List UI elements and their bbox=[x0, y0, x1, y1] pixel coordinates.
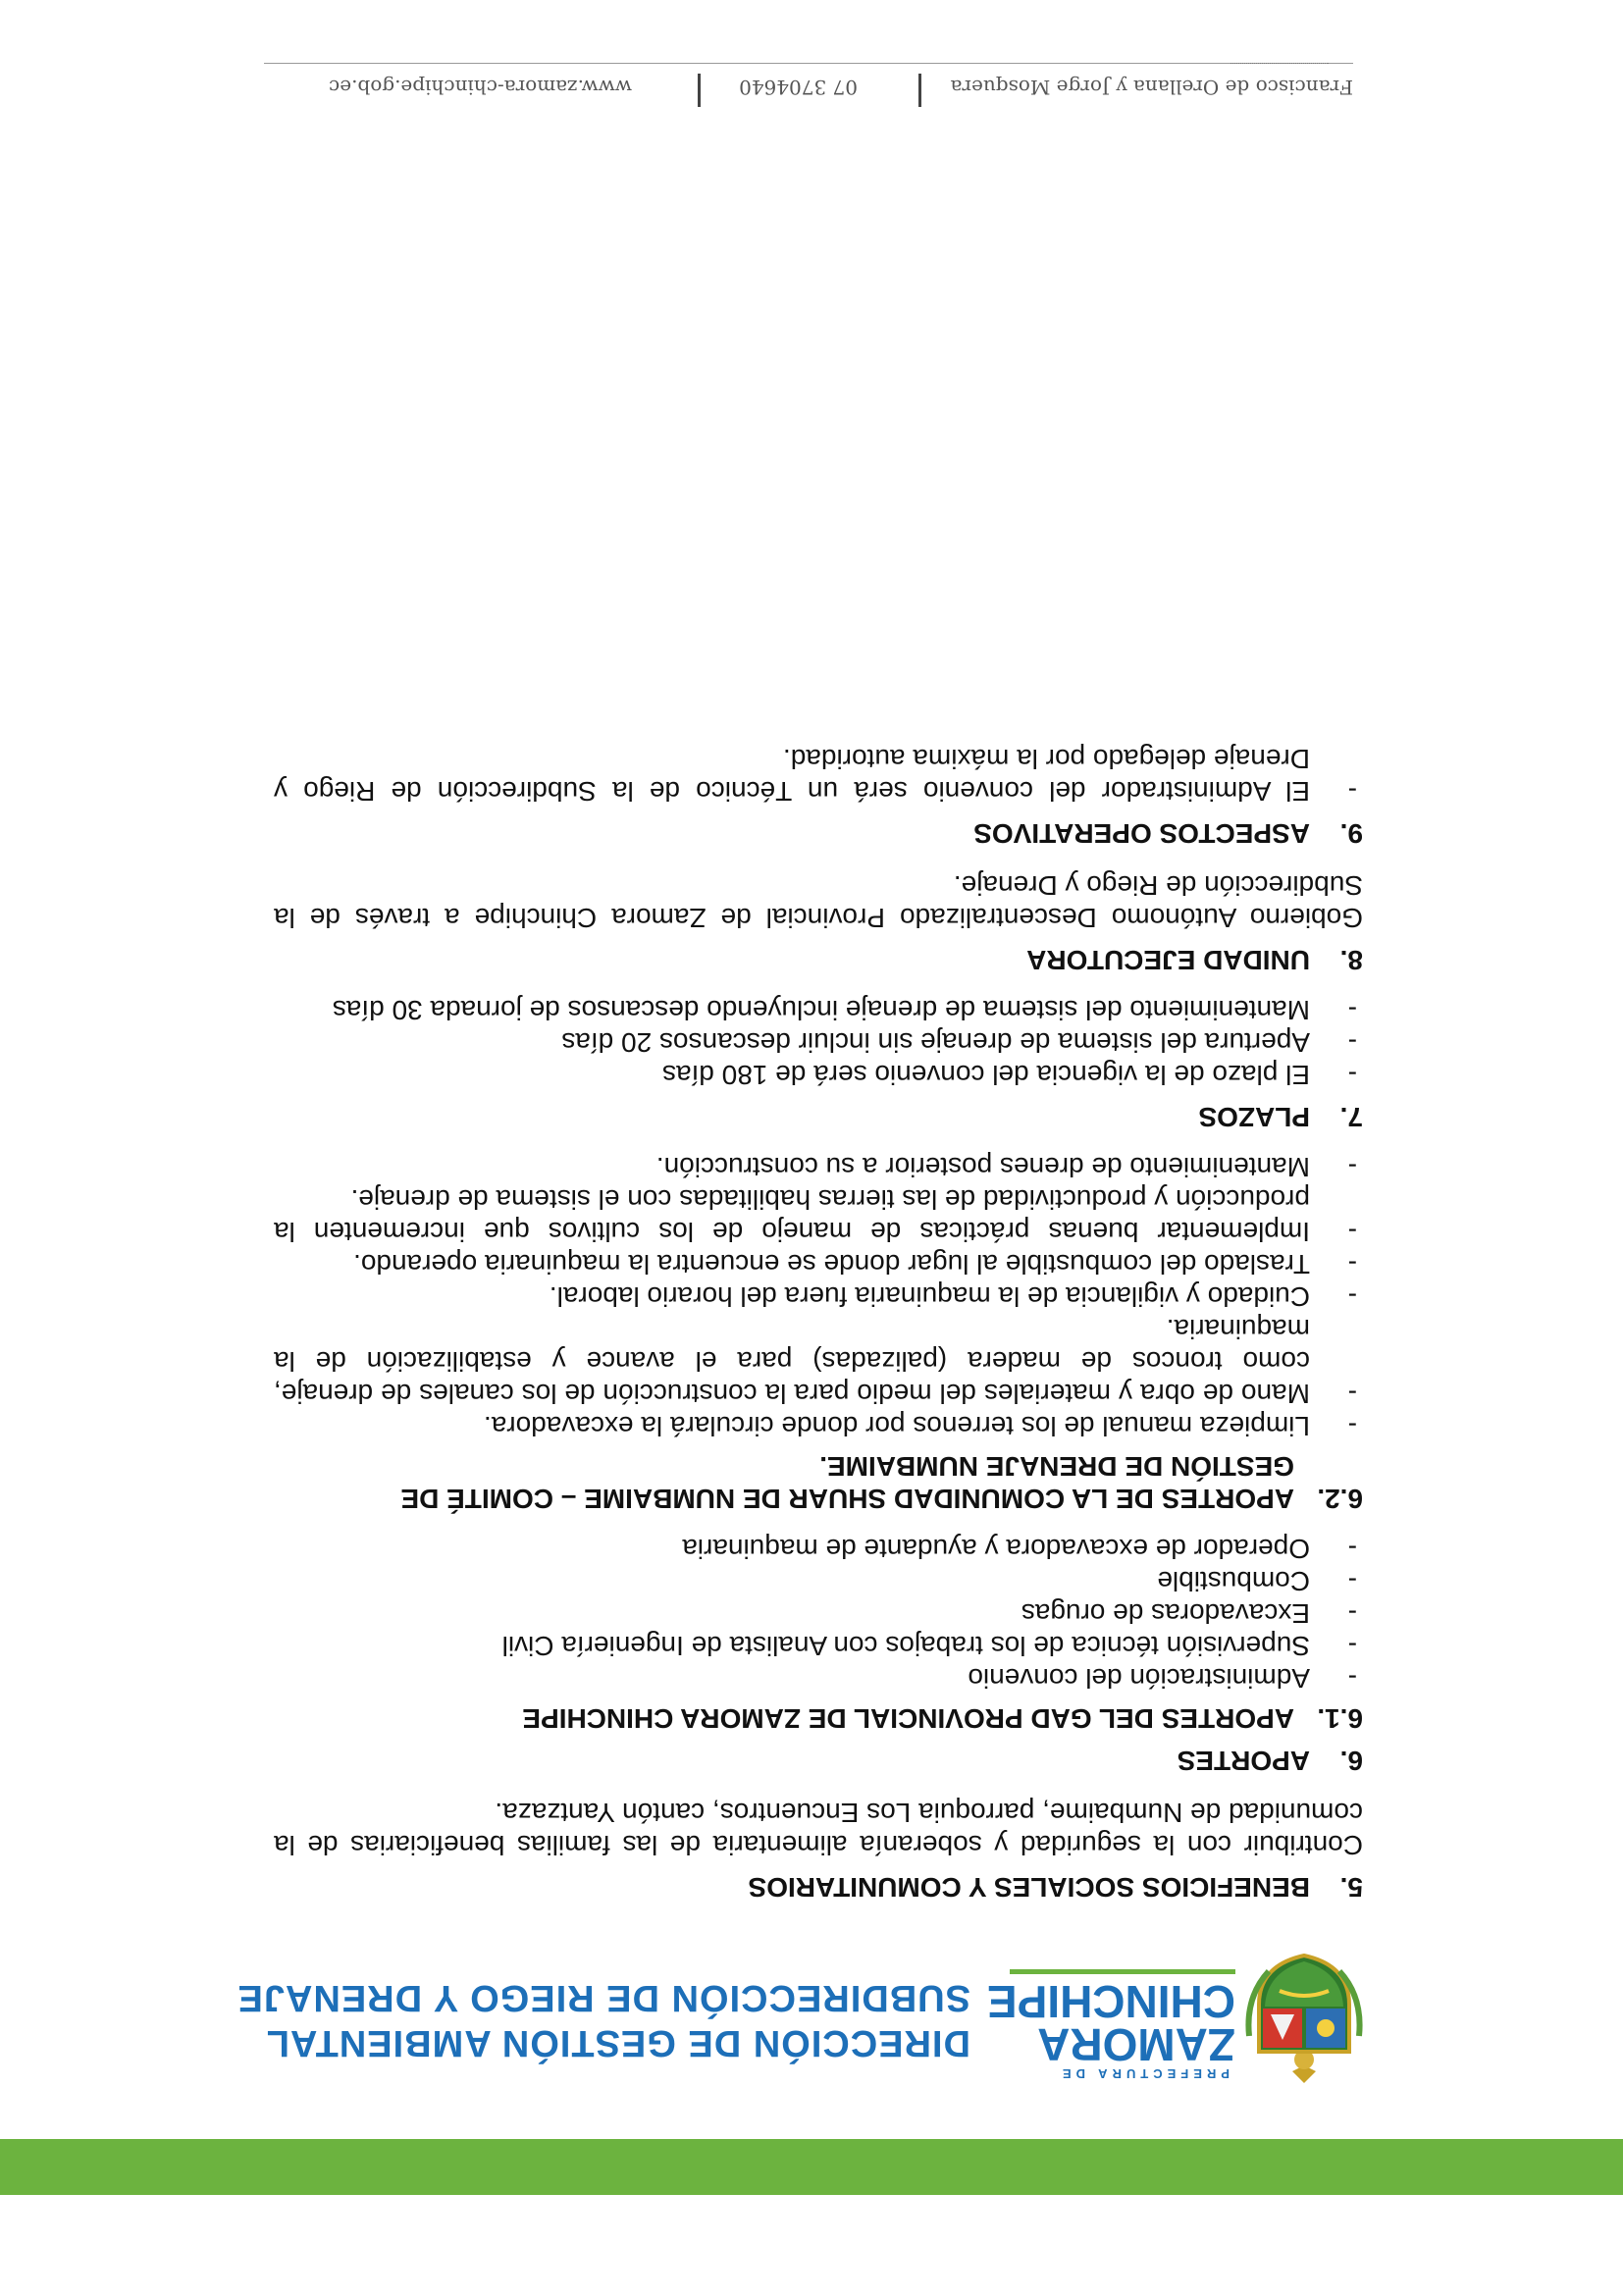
section-6-title: 6.APORTES bbox=[1177, 1746, 1363, 1776]
department-heading bbox=[236, 1975, 970, 2065]
footer-divider bbox=[918, 74, 921, 107]
brand-block bbox=[980, 1969, 1235, 2081]
list-item: - Excavadoras de orugas bbox=[274, 1597, 1363, 1630]
list-item: - Operador de excavadora y ayudante de maquinaria bbox=[274, 1533, 1363, 1565]
brand-chinchipe: CHINCHIPE bbox=[986, 1976, 1235, 2027]
provincial-emblem-icon bbox=[1245, 1953, 1363, 2085]
letterhead bbox=[205, 1948, 1363, 2085]
section-7-title: 7.PLAZOS bbox=[1198, 1102, 1363, 1132]
document-body bbox=[274, 725, 1363, 1904]
page-footer bbox=[264, 63, 1353, 113]
section-8-title: 8.UNIDAD EJECUTORA bbox=[1026, 945, 1363, 975]
dept-line-1: DIRECCIÓN DE GESTIÓN AMBIENTAL bbox=[265, 2022, 970, 2063]
list-item: - Mantenimiento del sistema de drenaje incluyendo descansos de jornada 30 días bbox=[274, 994, 1363, 1026]
section-6-2-list bbox=[274, 1151, 1363, 1442]
list-item: - El Administrador del convenio será un Técnico de la Subdirección de Riego y Drenaje delegado por la máxima autoridad. bbox=[274, 743, 1363, 808]
list-item: - Apertura del sistema de drenaje sin incluir descansos 20 días bbox=[274, 1026, 1363, 1059]
scan-mark bbox=[1230, 59, 1329, 64]
section-5-title: 5.BENEFICIOS SOCIALES Y COMUNITARIOS bbox=[748, 1872, 1363, 1903]
section-6-2-title: 6.2. APORTES DE LA COMUNIDAD SHUAR DE NUMBAIME – COMITÉ DE GESTIÓN DE DRENAJE NUMBAIME. bbox=[400, 1451, 1363, 1514]
brand-underline bbox=[1010, 1969, 1235, 1974]
list-item: - Supervisión técnica de los trabajos con Analista de Ingeniería Civil bbox=[274, 1630, 1363, 1662]
section-6-1-list bbox=[274, 1533, 1363, 1695]
list-item: - Mantenimiento de drenes posterior a su construcción. bbox=[274, 1151, 1363, 1183]
list-item: - Mano de obra y materiales del medio para la construcción de los canales de drenaje, como troncos de madera (palizadas) para el avance y estabilización de la maquinaria. bbox=[274, 1313, 1363, 1410]
list-item: - Implementar buenas prácticas de manejo de los cultivos que incrementen la producción y productividad de las tierras habilitadas con el sistema de drenaje. bbox=[274, 1183, 1363, 1248]
list-item: - Traslado del combustible al lugar donde se encuentra la maquinaria operando. bbox=[274, 1248, 1363, 1280]
brand-zamora: ZAMORA bbox=[1037, 2019, 1235, 2070]
header-green-bar bbox=[0, 2139, 1623, 2195]
list-item: - Cuidado y vigilancia de la maquinaria fuera del horario laboral. bbox=[274, 1280, 1363, 1313]
section-5-body: Contribuir con la seguridad y soberanía alimentaria de las familias beneficiarias de la comunidad de Numbaime, parroquia Los Encuentros, cantón Yantzaza. bbox=[274, 1798, 1363, 1860]
footer-divider bbox=[698, 74, 701, 107]
section-8-body: Gobierno Autónomo Descentralizado Provincial de Zamora Chinchipe a través de la Subdirección de Riego y Drenaje. bbox=[274, 870, 1363, 933]
footer-website: www.zamora-chinchipe.gob.ec bbox=[329, 76, 632, 99]
brand-prefectura: PREFECTURA DE bbox=[1057, 2066, 1230, 2081]
section-9-title: 9.ASPECTOS OPERATIVOS bbox=[973, 818, 1363, 849]
list-item: - El plazo de la vigencia del convenio será de 180 días bbox=[274, 1059, 1363, 1091]
dept-line-2: SUBDIRECCIÓN DE RIEGO Y DRENAJE bbox=[236, 1977, 970, 2018]
list-item: - Administración del convenio bbox=[274, 1662, 1363, 1695]
footer-address: Francisco de Orellana y Jorge Mosquera bbox=[950, 76, 1353, 99]
section-7-list bbox=[274, 994, 1363, 1091]
section-9-list bbox=[274, 743, 1363, 808]
section-6-1-title: 6.1. APORTES DEL GAD PROVINCIAL DE ZAMORA CHINCHIPE bbox=[522, 1703, 1363, 1734]
list-item: - Combustible bbox=[274, 1565, 1363, 1597]
footer-phone: 07 3704640 bbox=[739, 76, 858, 99]
list-item: - Limpieza manual de los terrenos por donde circulará la excavadora. bbox=[274, 1410, 1363, 1442]
